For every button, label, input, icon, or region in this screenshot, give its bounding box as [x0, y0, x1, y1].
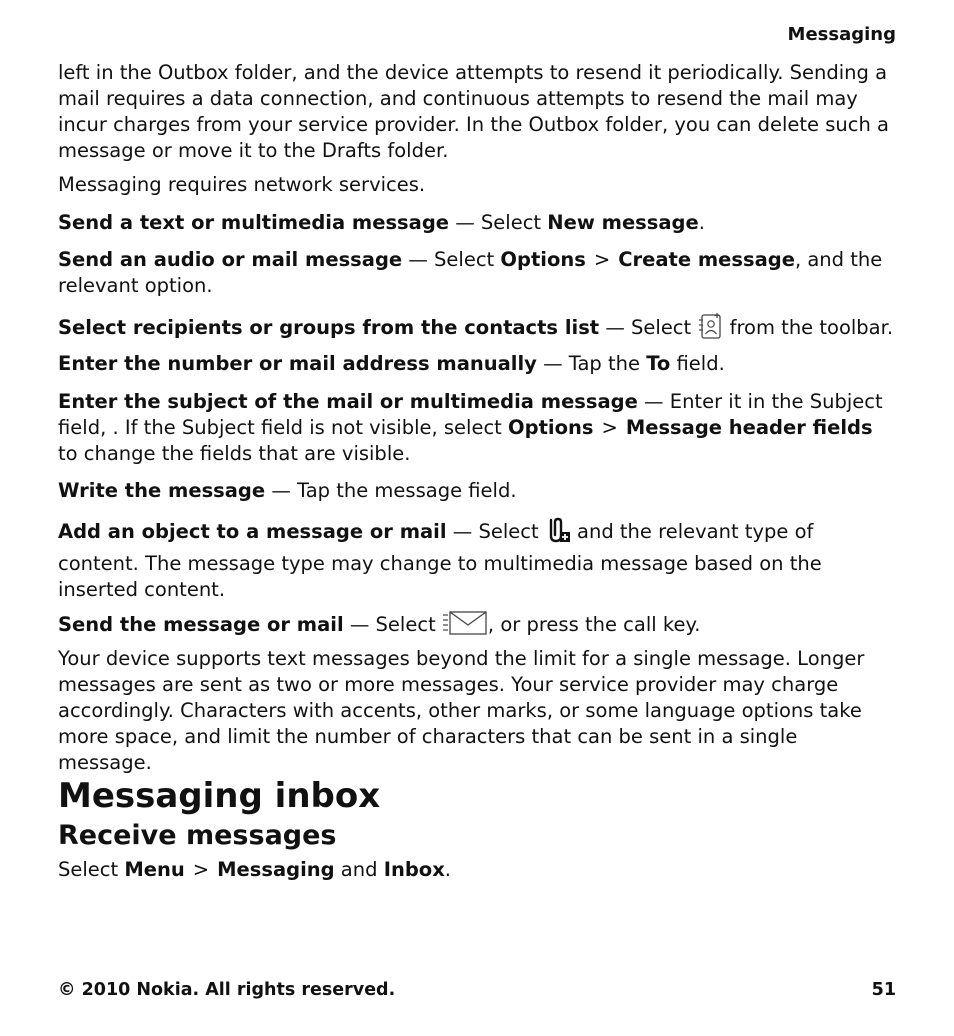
item-send-message: Send the message or mail — Select , or press the call key.	[58, 609, 896, 644]
page-number: 51	[871, 980, 896, 1000]
intro-paragraph: left in the Outbox folder, and the device attempts to resend it periodically. Sending a mail requires a data connection, and continuous attempts to resend the mail may incur charges from your service provider. In the Outbox folder, you can delete such a message or move it to the Drafts folder.	[58, 61, 889, 162]
long-messages-paragraph: Your device supports text messages beyond the limit for a single message. Longer messages are sent as two or more messages. Your service provider may charge accordingly. Characters with accents, other marks, or some language options take more space, and limit the number of characters that can be sent in a single message.	[58, 647, 865, 774]
subsection-title: Receive messages	[58, 820, 337, 851]
item-write-message: Write the message — Tap the message field.	[58, 479, 517, 502]
section-title: Messaging inbox	[58, 776, 381, 816]
network-note: Messaging requires network services.	[58, 173, 426, 196]
item-select-recipients: Select recipients or groups from the contacts list — Select from the toolbar.	[58, 312, 896, 347]
item-enter-number: Enter the number or mail address manually — Tap the To field.	[58, 352, 725, 375]
receive-instructions: Select Menu > Messaging and Inbox.	[58, 858, 451, 881]
item-send-text: Send a text or multimedia message — Select New message.	[58, 211, 705, 234]
item-add-object: Add an object to a message or mail — Select and the relevant type of content. The message type may change to multimedia message based on the inserted content.	[58, 516, 896, 603]
copyright: © 2010 Nokia. All rights reserved.	[58, 980, 396, 1000]
attachment-icon	[545, 516, 571, 551]
section-header: Messaging	[787, 24, 896, 45]
item-enter-subject: Enter the subject of the mail or multimedia message — Enter it in the Subject field, . If the Subject field is not visible, select Options > Message header fields to change the fields that are visible.	[58, 390, 883, 465]
contacts-icon	[697, 312, 723, 347]
send-mail-icon	[442, 609, 488, 644]
item-send-audio: Send an audio or mail message — Select Options > Create message, and the relevant option.	[58, 248, 883, 297]
